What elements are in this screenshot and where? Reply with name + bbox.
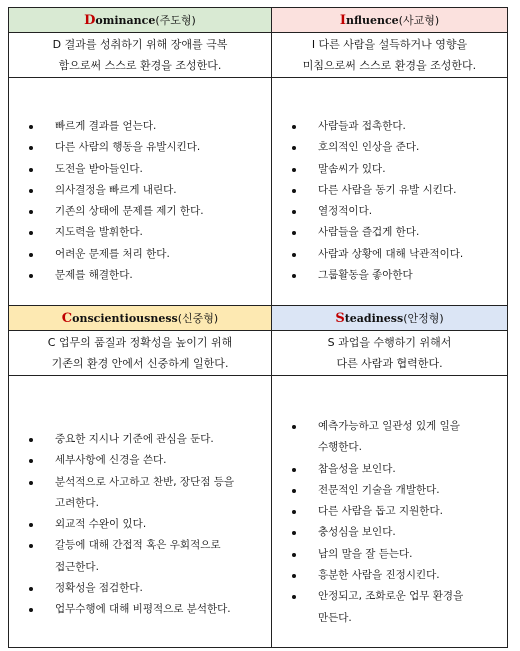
list-item: 전문적인 기술을 개발한다.	[290, 480, 497, 501]
bullet-icon	[292, 531, 296, 535]
conscientiousness-traits-list	[27, 429, 261, 621]
dominance-traits-list	[27, 116, 261, 286]
dominance-initial: D	[84, 12, 96, 28]
bullet-icon	[29, 189, 33, 193]
bullet-icon	[29, 125, 33, 129]
list-item: 호의적인 인상을 준다.	[290, 137, 497, 158]
steadiness-initial: S	[335, 310, 345, 326]
bullet-icon	[292, 253, 296, 257]
list-item: 말솜씨가 있다.	[290, 159, 497, 180]
conscientiousness-name: onscientiousness	[72, 311, 178, 325]
list-item: 문제를 해결한다.	[27, 265, 261, 286]
influence-header	[272, 8, 507, 32]
list-item: 외교적 수완이 있다.	[27, 514, 261, 535]
steadiness-traits-cell	[272, 376, 507, 647]
list-item: 빠르게 결과를 얻는다.	[27, 116, 261, 137]
bullet-icon	[292, 146, 296, 150]
bullet-icon	[29, 523, 33, 527]
list-item: 흥분한 사람을 진정시킨다.	[290, 565, 497, 586]
bullet-icon	[29, 168, 33, 172]
bullet-icon	[292, 189, 296, 193]
steadiness-desc-line1: S 과업을 수행하기 위해서	[327, 336, 452, 349]
list-item: 열정적이다.	[290, 201, 497, 222]
list-item: 다른 사람의 행동을 유발시킨다.	[27, 137, 261, 158]
dominance-korean: (주도형)	[155, 14, 196, 27]
list-item: 정확성을 점검한다.	[27, 578, 261, 599]
bullet-icon	[29, 608, 33, 612]
list-item: 다른 사람을 동기 유발 시킨다.	[290, 180, 497, 201]
steadiness-korean: (안정형)	[403, 312, 444, 325]
dominance-desc-line1: D 결과를 성취하기 위해 장애를 극복	[52, 38, 228, 51]
list-item: 지도력을 발휘한다.	[27, 222, 261, 243]
list-item: 의사결정을 빠르게 내린다.	[27, 180, 261, 201]
dominance-traits-cell	[9, 78, 271, 305]
bullet-icon	[29, 438, 33, 442]
influence-traits-list	[290, 116, 497, 286]
influence-desc-line1: I 다른 사람을 설득하거나 영향을	[311, 38, 468, 51]
influence-desc-line2: 미침으로써 스스로 환경을 조성한다.	[302, 59, 477, 72]
list-item: 사람들을 즐겁게 한다.	[290, 222, 497, 243]
conscientiousness-korean: (신중형)	[177, 312, 219, 325]
conscientiousness-traits-cell	[9, 376, 271, 647]
bullet-icon	[292, 468, 296, 472]
list-item: 다른 사람을 돕고 지원한다.	[290, 501, 497, 522]
bullet-icon	[29, 481, 33, 485]
bullet-icon	[292, 489, 296, 493]
list-item: 어려운 문제를 처리 한다.	[27, 244, 261, 265]
influence-traits-cell	[272, 78, 507, 305]
bullet-icon	[29, 210, 33, 214]
influence-korean: (사교형)	[398, 14, 440, 27]
bullet-icon	[29, 274, 33, 278]
steadiness-traits-list	[290, 416, 497, 629]
steadiness-desc-line2: 다른 사람과 협력한다.	[336, 357, 443, 370]
steadiness-description	[272, 331, 507, 375]
column-divider	[271, 8, 272, 647]
list-item: 예측가능하고 일관성 있게 일을 수행한다.	[290, 416, 497, 459]
bullet-icon	[292, 510, 296, 514]
conscientiousness-desc-line2: 기존의 환경 안에서 신중하게 일한다.	[51, 357, 229, 370]
bullet-icon	[292, 595, 296, 599]
list-item: 도전을 받아들인다.	[27, 159, 261, 180]
bullet-icon	[29, 544, 33, 548]
list-item: 충성심을 보인다.	[290, 522, 497, 543]
bullet-icon	[292, 553, 296, 557]
list-item: 갈등에 대해 간접적 혹은 우회적으로 접근한다.	[27, 535, 261, 578]
dominance-description	[9, 33, 271, 77]
bullet-icon	[292, 168, 296, 172]
conscientiousness-description	[9, 331, 271, 375]
steadiness-header	[272, 306, 507, 330]
list-item: 사람과 상황에 대해 낙관적이다.	[290, 244, 497, 265]
list-item: 업무수행에 대해 비평적으로 분석한다.	[27, 599, 261, 620]
conscientiousness-initial: C	[61, 310, 73, 326]
bullet-icon	[292, 274, 296, 278]
conscientiousness-header	[9, 306, 271, 330]
influence-name: nfluence	[345, 13, 399, 27]
bullet-icon	[29, 253, 33, 257]
list-item: 안정되고, 조화로운 업무 환경을 만든다.	[290, 586, 497, 629]
list-item: 세부사항에 신경을 쓴다.	[27, 450, 261, 471]
influence-initial: I	[339, 12, 346, 28]
list-item: 기존의 상태에 문제를 제기 한다.	[27, 201, 261, 222]
list-item: 분석적으로 사고하고 찬반, 장단점 등을 고려한다.	[27, 472, 261, 515]
list-item: 남의 말을 잘 듣는다.	[290, 544, 497, 565]
bullet-icon	[29, 587, 33, 591]
bullet-icon	[292, 574, 296, 578]
list-item: 참을성을 보인다.	[290, 459, 497, 480]
dominance-name: ominance	[95, 13, 156, 27]
dominance-desc-line2: 함으로써 스스로 환경을 조성한다.	[58, 59, 222, 72]
disc-table	[8, 7, 508, 648]
bullet-icon	[292, 425, 296, 429]
conscientiousness-desc-line1: C 업무의 품질과 정확성을 높이기 위해	[47, 336, 233, 349]
list-item: 그룹활동을 좋아한다	[290, 265, 497, 286]
bullet-icon	[292, 231, 296, 235]
bullet-icon	[29, 146, 33, 150]
bullet-icon	[29, 459, 33, 463]
influence-description	[272, 33, 507, 77]
bullet-icon	[29, 231, 33, 235]
list-item: 사람들과 접촉한다.	[290, 116, 497, 137]
dominance-header	[9, 8, 271, 32]
list-item: 중요한 지시나 기준에 관심을 둔다.	[27, 429, 261, 450]
steadiness-name: teadiness	[344, 311, 404, 325]
bullet-icon	[292, 210, 296, 214]
bullet-icon	[292, 125, 296, 129]
